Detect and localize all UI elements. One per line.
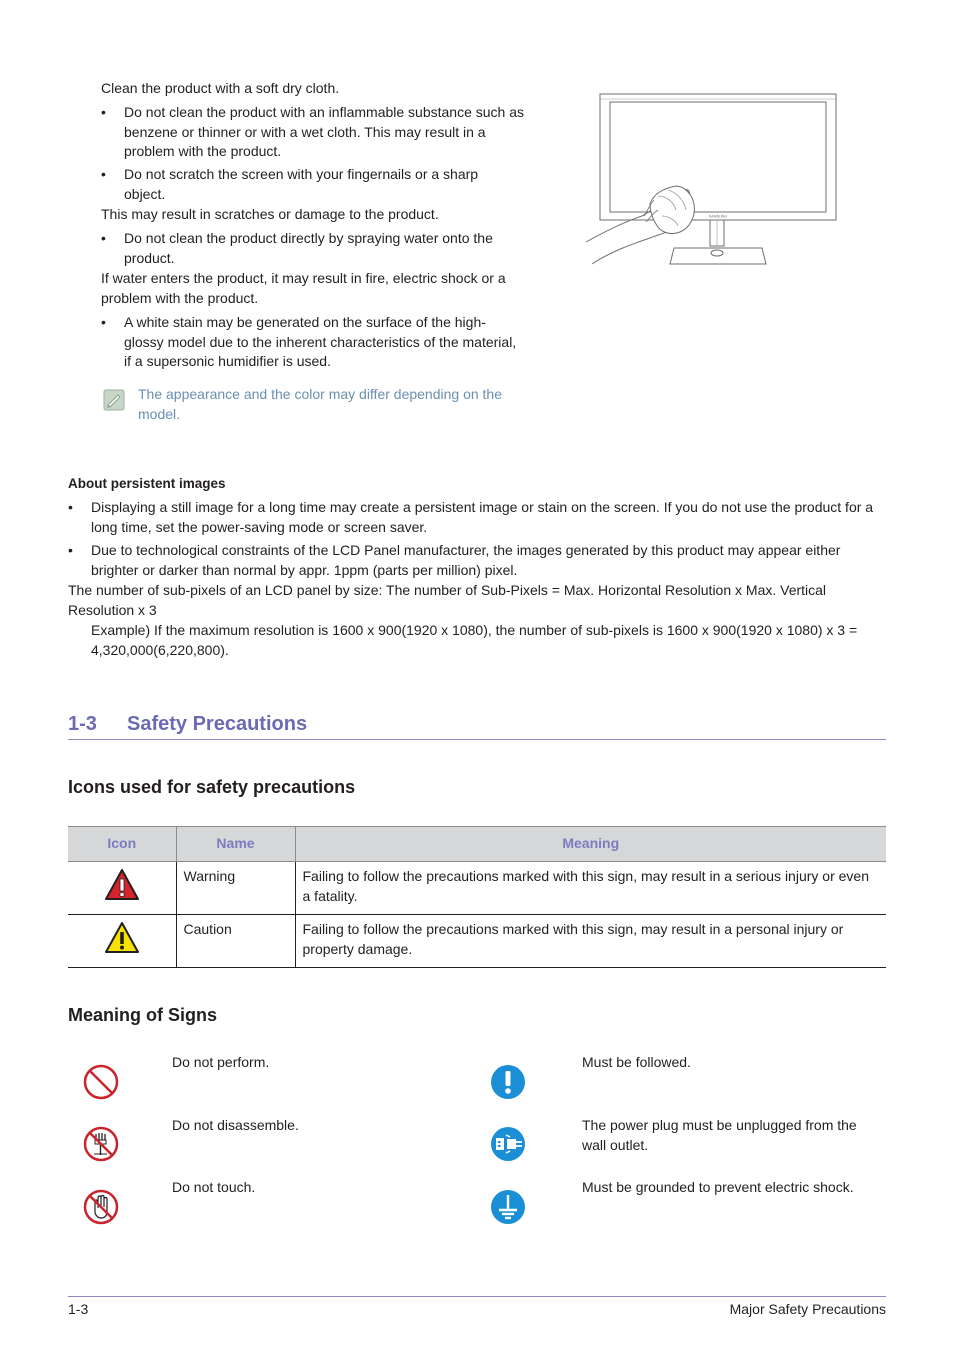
- prohibited-icon: [83, 1064, 119, 1106]
- clean-instruction: Clean the product with a soft dry cloth.: [101, 80, 340, 96]
- column-header: Meaning: [295, 827, 886, 862]
- bullet-text: Do not clean the product directly by spraying water onto the product.: [124, 230, 493, 266]
- mandatory-icon: [490, 1064, 526, 1106]
- bullet-marker: •: [101, 314, 106, 330]
- name-cell: Warning: [176, 862, 295, 915]
- sign-text: Do not disassemble.: [172, 1117, 299, 1133]
- note-pencil-icon: [103, 389, 125, 411]
- signs-subheading: Meaning of Signs: [68, 1005, 218, 1025]
- footer-page-number: 1-3: [68, 1301, 89, 1317]
- monitor-cleaning-illustration: [584, 92, 838, 268]
- bullet-text: Do not scratch the screen with your fingernails or a sharp object.: [124, 166, 479, 202]
- meaning-cell: Failing to follow the precautions marked with this sign, may result in a personal injury or property damage.: [295, 915, 886, 968]
- sign-text: Must be grounded to prevent electric shock.: [582, 1179, 854, 1195]
- sign-text: Do not touch.: [172, 1179, 256, 1195]
- water-note: If water enters the product, it may result in fire, electric shock or a problem with the product.: [101, 270, 506, 306]
- meaning-cell: Failing to follow the precautions marked with this sign, may result in a serious injury or even a fatality.: [295, 862, 886, 915]
- note-text: The appearance and the color may differ depending on the model.: [138, 386, 502, 422]
- bullet-marker: •: [101, 104, 106, 120]
- no-disassemble-icon: [83, 1126, 119, 1168]
- warning-triangle-red-icon: [104, 868, 140, 902]
- table-row: [68, 862, 886, 915]
- footer-divider: [68, 1296, 886, 1297]
- icons-subheading: Icons used for safety precautions: [68, 777, 356, 797]
- bullet-marker: •: [68, 542, 73, 558]
- caution-triangle-yellow-icon: [104, 921, 140, 955]
- monitor-brand: SAMSUNG: [708, 214, 728, 219]
- section-heading: [68, 710, 886, 740]
- sign-text: Must be followed.: [582, 1054, 691, 1070]
- section-number: 1-3: [68, 713, 97, 735]
- persistent-heading: About persistent images: [68, 476, 226, 491]
- bullet-text: A white stain may be generated on the surface of the high-glossy model due to the inherent characteristics of the material, if a supersonic humidifier is used.: [124, 314, 517, 369]
- scratch-note: This may result in scratches or damage to the product.: [101, 206, 439, 222]
- icon-cell: [68, 862, 176, 915]
- bullet-text: Do not clean the product with an inflammable substance such as benzene or thinner or with a wet cloth. This may result in a problem with the product.: [124, 104, 525, 159]
- bullet-marker: •: [101, 166, 106, 182]
- column-header: Name: [176, 827, 295, 862]
- name-cell: Caution: [176, 915, 295, 968]
- sign-text: Do not perform.: [172, 1054, 270, 1070]
- icon-cell: [68, 915, 176, 968]
- sign-text: The power plug must be unplugged from the wall outlet.: [582, 1117, 857, 1153]
- table-row: [68, 915, 886, 968]
- section-title: Safety Precautions: [127, 713, 308, 735]
- bullet-marker: •: [68, 499, 73, 515]
- bullet-text: Due to technological constraints of the LCD Panel manufacturer, the images generated by this product may appear either brighter or darker than normal by appr. 1ppm (parts per million) pixel.: [91, 542, 841, 578]
- footer-chapter: Major Safety Precautions: [729, 1301, 886, 1317]
- subpixel-formula: The number of sub-pixels of an LCD panel by size: The number of Sub-Pixels = Max. Horizontal Resolution x Max. Vertical Resolution x 3: [68, 582, 827, 618]
- safety-icons-table: [68, 826, 886, 968]
- ground-icon: [490, 1189, 526, 1231]
- table-header-row: [68, 827, 886, 862]
- unplug-icon: [490, 1126, 526, 1168]
- bullet-text: Displaying a still image for a long time may create a persistent image or stain on the screen. If you do not use the product for a long time, set the power-saving mode or screen saver.: [91, 499, 874, 535]
- bullet-marker: •: [101, 230, 106, 246]
- column-header: Icon: [68, 827, 176, 862]
- subpixel-example: Example) If the maximum resolution is 1600 x 900(1920 x 1080), the number of sub-pixels is 1600 x 900(1920 x 1080) x 3 = 4,320,000(6,220,800).: [91, 622, 858, 658]
- no-touch-icon: [83, 1189, 119, 1231]
